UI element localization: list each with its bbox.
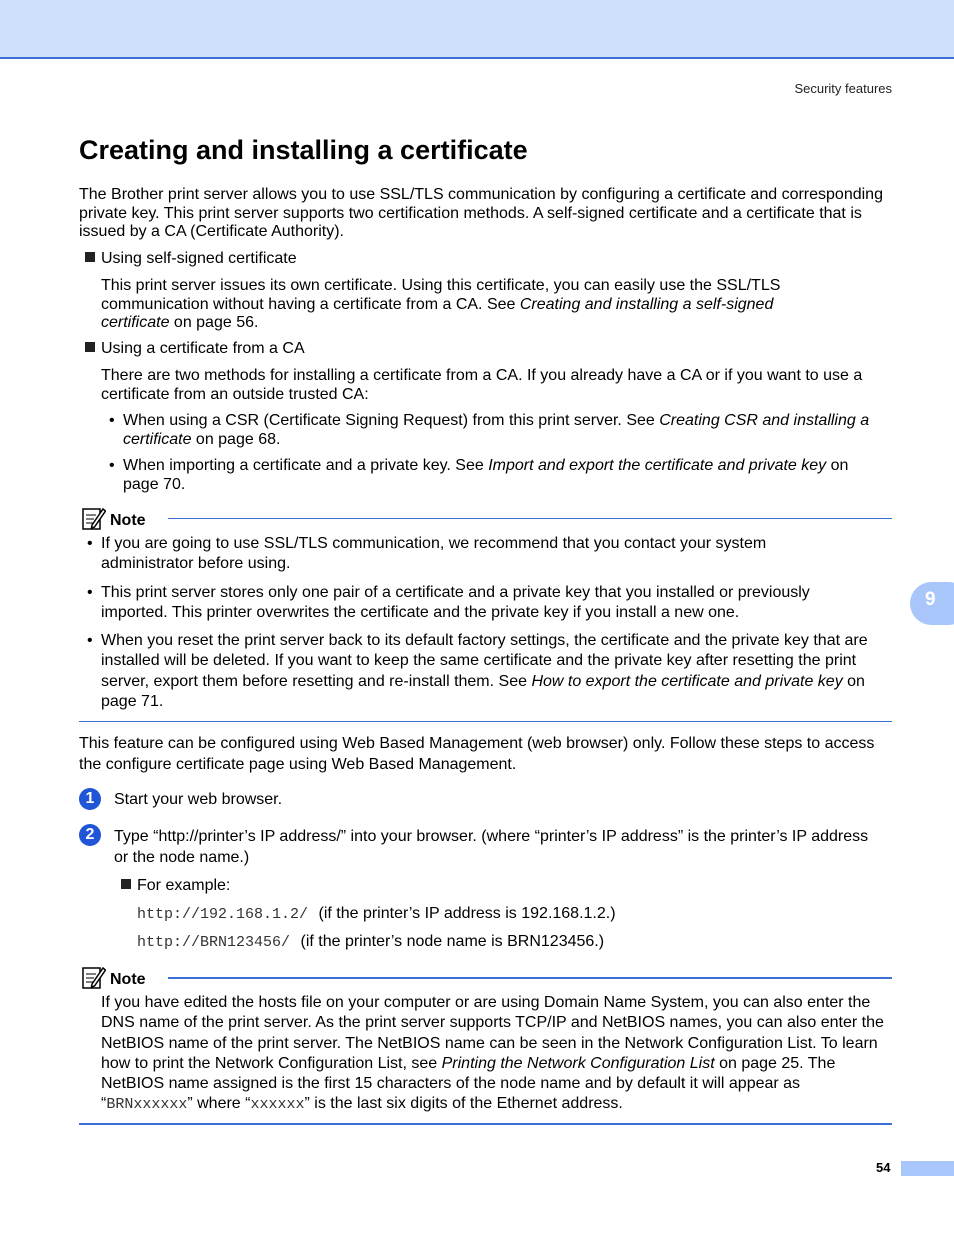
list-item: • When importing a certificate and a private key. See Import and export the certificate and private key on page 70. — [109, 457, 849, 493]
note-pencil-icon — [82, 506, 106, 530]
example-url[interactable]: http://BRN123456/ — [137, 934, 291, 951]
list-item: • When you reset the print server back to its default factory settings, the certificate and the private key that are installed will be deleted. If you want to keep the same certificate and the private key after resetting the print server, export them before resetting and re-install them. See How to export the certificate and private key on page 71. — [87, 632, 868, 711]
link-export-howto[interactable]: How to export the certificate and private key — [531, 672, 843, 690]
note-header — [79, 965, 892, 991]
option-ca-text: There are two methods for installing a certificate from a CA. If you already have a CA or if you want to use a certificate from an outside trusted CA: — [101, 367, 863, 403]
note-header — [79, 506, 892, 532]
bullet-dot-icon: • — [87, 583, 93, 601]
option-ca — [85, 340, 305, 358]
note2-paragraph: If you have edited the hosts file on your computer or are using Domain Name System, you can also enter the DNS name of the print server. As the print server supports TCP/IP and NetBIOS names, you can also enter the NetBIOS name of the print server. The NetBIOS name can be seen in the Network Configuration List. To learn how to print the Network Configuration List, see Printing the Network Configuration List on page 25. The NetBIOS name assigned is the first 15 characters of the node name and by default it will appear as “BRNxxxxxx” where “xxxxxx” is the last six digits of the Ethernet address. — [101, 994, 884, 1114]
square-bullet-icon — [85, 342, 95, 352]
bullet-dot-icon: • — [109, 457, 115, 474]
option-ca-label: Using a certificate from a CA — [101, 340, 305, 357]
link-self-signed[interactable]: Creating and installing a self-signed certificate — [101, 295, 774, 331]
feature-paragraph: This feature can be configured using Web Based Management (web browser) only. Follow these steps to access the configure certificate page using Web Based Management. — [79, 735, 875, 773]
option-self-signed-text: This print server issues its own certificate. Using this certificate, you can easily use the SSL/TLS communication without having a certificate from a CA. See Creating and installing a self-signed certificate on page 56. — [101, 277, 781, 331]
bullet-dot-icon: • — [87, 535, 93, 552]
bullet-dot-icon: • — [109, 412, 115, 429]
link-network-config[interactable]: Printing the Network Configuration List — [441, 1054, 715, 1072]
example-url[interactable]: http://192.168.1.2/ — [137, 906, 309, 923]
step-text: Start your web browser. — [114, 791, 283, 808]
footer-bar — [901, 1161, 954, 1176]
intro-paragraph: The Brother print server allows you to use SSL/TLS communication by configuring a certificate and corresponding private key. This print server supports two certification methods. A self-signed certificate and a certificate that is issued by a CA (Certificate Authority). — [79, 186, 883, 240]
note-list — [87, 534, 892, 712]
chapter-tab: 9 — [910, 582, 954, 625]
example-label: For example: — [121, 877, 230, 895]
note-label: Note — [110, 971, 146, 988]
link-csr[interactable]: Creating CSR and installing a certificate — [123, 412, 870, 448]
list-item: • This print server stores only one pair of a certificate and a private key that you installed or previously imported. This printer overwrites the certificate and the private key if you install a new one. — [87, 583, 810, 621]
note-end-divider — [79, 721, 892, 722]
link-import-export[interactable]: Import and export the certificate and private key — [488, 457, 827, 474]
bullet-dot-icon: • — [87, 632, 93, 650]
list-item: • If you are going to use SSL/TLS communication, we recommend that you contact your system administrator before using. — [87, 535, 767, 573]
square-bullet-icon — [121, 879, 131, 889]
example-line: http://192.168.1.2/ (if the printer’s IP address is 192.168.1.2.) — [137, 905, 616, 923]
list-item: • When using a CSR (Certificate Signing Request) from this print server. See Creating CSR and installing a certificate on page 68. — [109, 412, 870, 448]
page-title: Creating and installing a certificate — [79, 135, 528, 165]
running-head: Security features — [794, 81, 892, 96]
step-text: Type “http://printer’s IP address/” into your browser. (where “printer’s IP address” is the printer’s IP address or the node name.) — [114, 828, 869, 866]
note-end-divider — [79, 1123, 892, 1125]
example-line: http://BRN123456/ (if the printer’s node name is BRN123456.) — [137, 933, 605, 951]
note-divider — [168, 518, 892, 519]
step-number-icon: 1 — [79, 788, 101, 810]
note-pencil-icon — [82, 965, 106, 989]
step-number-icon: 2 — [79, 824, 101, 846]
square-bullet-icon — [85, 252, 95, 262]
page-number: 54 — [876, 1160, 891, 1175]
option-self-signed-label: Using self-signed certificate — [101, 250, 297, 267]
note-divider — [168, 977, 892, 979]
option-self-signed — [85, 250, 297, 268]
header-band — [0, 0, 954, 59]
note-label: Note — [110, 512, 146, 529]
